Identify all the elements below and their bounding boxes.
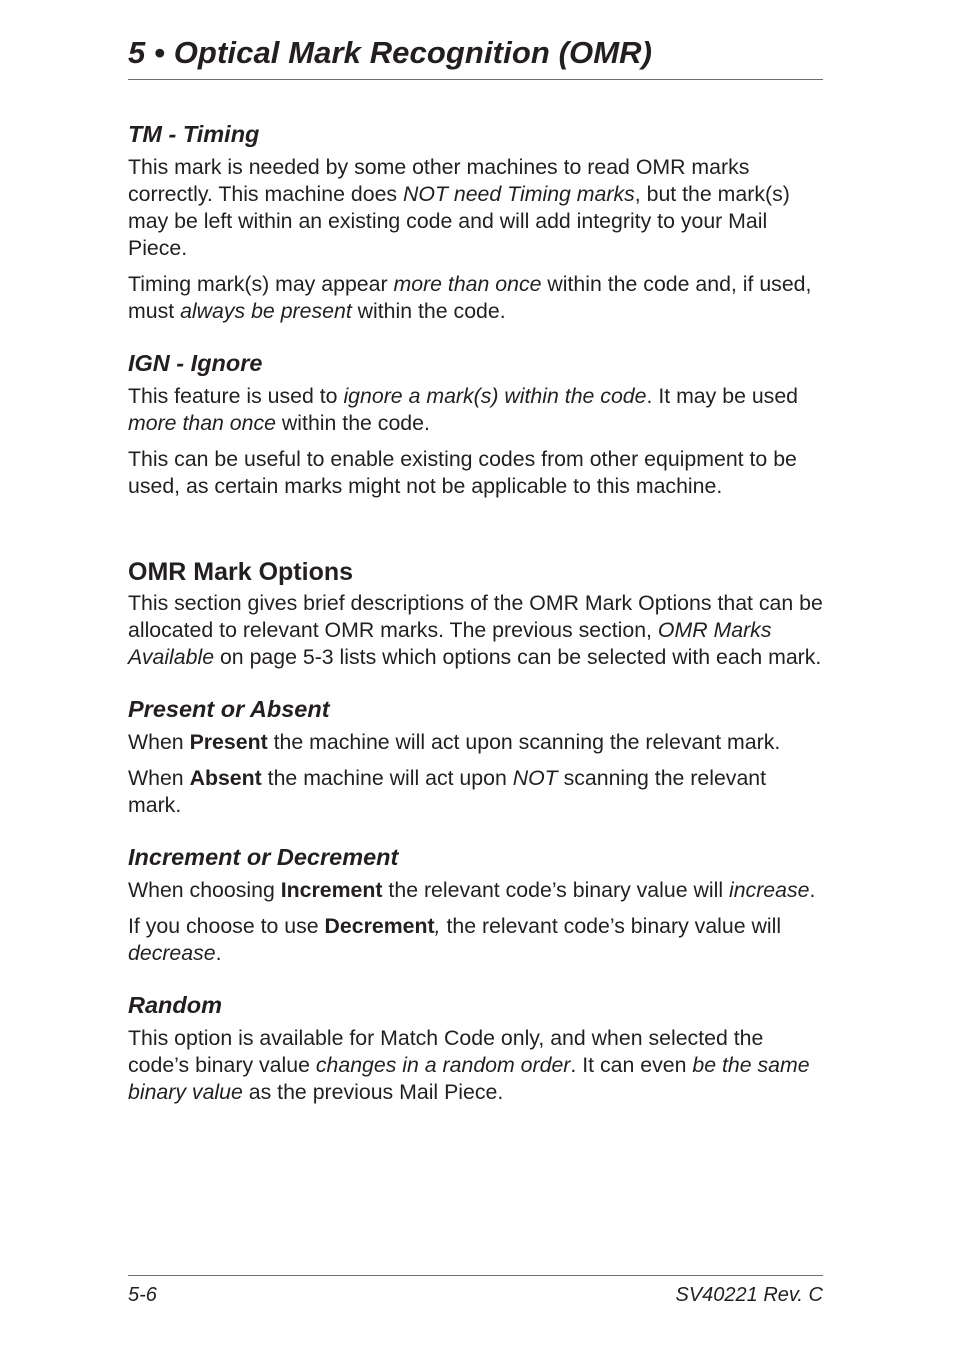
paragraph: This can be useful to enable existing codes from other equipment to be used, as certain marks might not be applicable to this machine.	[128, 447, 797, 498]
footer-divider	[128, 1275, 823, 1276]
header-divider	[128, 79, 823, 80]
section-ign-ignore	[128, 343, 824, 500]
heading-present-or-absent: Present or Absent	[128, 696, 330, 722]
paragraph: This section gives brief descriptions of the OMR Mark Options that can be allocated to relevant OMR marks. The previous section, OMR Marks Available on page 5-3 lists which options can be selected with each mark.	[128, 591, 823, 669]
paragraph: If you choose to use Decrement, the relevant code’s binary value will decrease.	[128, 914, 782, 965]
page-content	[128, 114, 824, 1106]
cross-reference-link: OMR Marks Available	[128, 618, 772, 669]
document-id: SV40221 Rev. C	[675, 1284, 823, 1306]
section-tm-timing	[128, 114, 824, 325]
heading-random: Random	[128, 992, 222, 1018]
paragraph: When Absent the machine will act upon NOT scanning the relevant mark.	[128, 766, 767, 817]
heading-tm-timing: TM - Timing	[128, 121, 260, 147]
heading-ign-ignore: IGN - Ignore	[128, 350, 263, 376]
paragraph: When Present the machine will act upon scanning the relevant mark.	[128, 730, 781, 754]
section-present-or-absent	[128, 689, 824, 819]
page-number: 5-6	[128, 1284, 157, 1306]
paragraph: When choosing Increment the relevant code’s binary value will increase.	[128, 878, 816, 902]
heading-omr-mark-options: OMR Mark Options	[128, 558, 354, 586]
paragraph: This feature is used to ignore a mark(s) within the code. It may be used more than once within the code.	[128, 384, 799, 435]
paragraph: This mark is needed by some other machines to read OMR marks correctly. This machine does NOT need Timing marks, but the mark(s) may be left within an existing code and will add integrity to your Mail Piece.	[128, 155, 790, 260]
chapter-title: 5 • Optical Mark Recognition (OMR)	[128, 35, 653, 70]
section-omr-mark-options	[128, 552, 824, 671]
section-random	[128, 985, 824, 1106]
section-increment-or-decrement	[128, 837, 824, 967]
heading-increment-or-decrement: Increment or Decrement	[128, 844, 399, 870]
paragraph: Timing mark(s) may appear more than once within the code and, if used, must always be present within the code.	[128, 272, 812, 323]
paragraph: This option is available for Match Code only, and when selected the code’s binary value changes in a random order. It can even be the same binary value as the previous Mail Piece.	[128, 1026, 810, 1104]
